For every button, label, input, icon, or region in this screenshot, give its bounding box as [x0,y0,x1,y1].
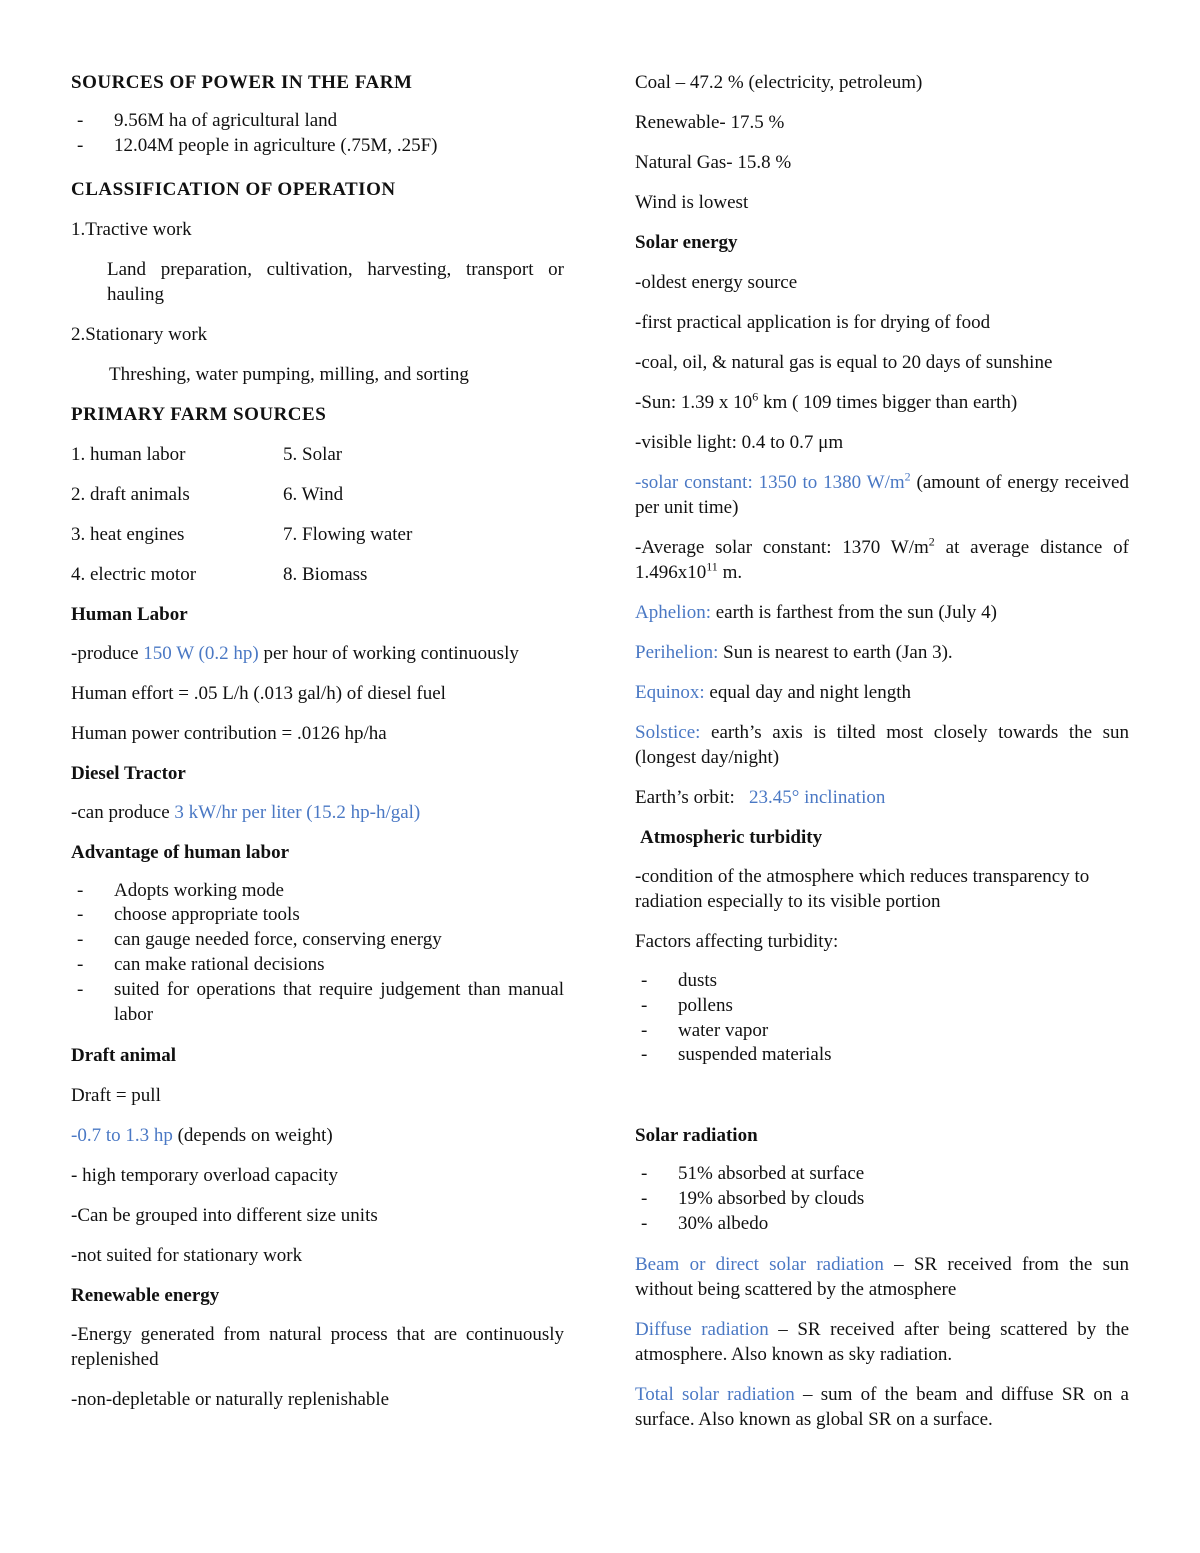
heading-renewable: Renewable energy [71,1285,220,1307]
source-item: 3. heat engines [71,523,185,545]
text: -Sun: 1.39 x 10 [635,392,753,413]
intro-list [71,109,564,159]
highlight: 3 kW/hr per liter (15.2 hp-h/gal) [174,801,421,823]
heading-advantage: Advantage of human labor [71,841,289,863]
text: km ( 109 times bigger than earth) [758,392,1018,413]
heading-classification: CLASSIFICATION OF OPERATION [71,178,396,200]
list-item: - 30% albedo [635,1212,1129,1237]
stationary-label: 2.Stationary work [71,323,208,345]
turbidity-def: -condition of the atmosphere which reduces transparency to radiation especially to its visible portion [635,866,1090,912]
renewable-non: -non-depletable or naturally replenishable [71,1389,390,1411]
text: -Average solar constant: 1370 W/m [635,537,929,558]
factors-list [635,969,1129,1068]
diesel-produce [71,800,564,825]
tractive-label: 1.Tractive work [71,218,192,240]
text: (depends on weight) [172,1125,333,1147]
list-item: - suited for operations that require judgement than manual labor [71,978,564,1028]
highlight: 0.7 to 1.3 hp [77,1125,173,1147]
heading-solar-energy: Solar energy [635,232,738,253]
human-produce [71,641,564,666]
solar-oldest: -oldest energy source [635,272,798,293]
source-item: 2. draft animals [71,483,190,505]
text: – sum of the beam and diffuse SR on a surface. Also known as global SR on a surface. [635,1383,1129,1430]
list-item: - choose appropriate tools [71,903,564,928]
source-item: 8. Biomass [283,563,368,585]
primary-sources-grid [71,442,564,587]
superscript: 2 [904,469,911,484]
highlight-dash: - [71,1125,78,1147]
list-item: - 12.04M people in agriculture (.75M, .25F) [71,134,564,159]
text: – SR received from the sun without being scattered by the atmosphere [635,1253,1130,1300]
list-item: - Adopts working mode [71,879,564,904]
average-solar-constant [635,535,1129,585]
solstice [635,720,1129,770]
text: – SR received after being scattered by the atmosphere. Also known as sky radiation. [635,1318,1130,1365]
text: -produce [71,642,144,664]
heading-diesel-tractor: Diesel Tractor [71,762,186,784]
superscript: 6 [752,389,759,404]
term: Equinox: [635,682,705,703]
total-radiation [635,1382,1129,1432]
spacer [635,1083,1129,1123]
highlight: -solar constant: 1350 to 1380 W/m [635,472,905,493]
superscript: 11 [706,559,718,574]
radiation-list [635,1162,1129,1236]
text: m. [717,562,743,583]
text: Sun is nearest to earth (Jan 3). [718,642,953,663]
renewable-def: -Energy generated from natural process that are continuously replenished [71,1324,564,1371]
text: per hour of working continuously [258,642,519,664]
renewable-share: Renewable- 17.5 % [635,112,785,133]
left-column [71,70,564,1427]
heading-primary-sources: PRIMARY FARM SOURCES [71,403,327,425]
term: Diffuse radiation [635,1318,769,1340]
draft-not-suited: -not suited for stationary work [71,1245,303,1267]
sun-size [635,390,1129,415]
highlight: 150 W (0.2 hp) [143,642,259,664]
text: earth is farthest from the sun (July 4) [711,602,997,623]
factors-label: Factors affecting turbidity: [635,931,839,952]
list-item: - suspended materials [635,1043,1129,1068]
text: Earth’s orbit: [635,787,749,808]
draft-overload: - high temporary overload capacity [71,1165,338,1187]
solar-coal-oil: -coal, oil, & natural gas is equal to 20 days of sunshine [635,352,1053,373]
heading-atmospheric-turbidity: Atmospheric turbidity [640,827,823,848]
advantage-list [71,879,564,1028]
text: at average distance of 1.496x10 [635,537,1129,583]
draft-def: Draft = pull [71,1085,161,1107]
term: Solstice: [635,722,701,743]
term: Beam or direct solar radiation [635,1253,884,1275]
list-item: - can make rational decisions [71,953,564,978]
list-item: - water vapor [635,1019,1129,1044]
human-effort: Human effort = .05 L/h (.013 gal/h) of diesel fuel [71,682,446,704]
draft-hp [71,1123,564,1148]
solar-first-app: -first practical application is for drying of food [635,312,991,333]
text: (amount of energy received per unit time) [635,472,1129,518]
text: equal day and night length [704,682,911,703]
list-item: - dusts [635,969,1129,994]
visible-light: -visible light: 0.4 to 0.7 μm [635,432,844,453]
term: Perihelion: [635,642,719,663]
coal-share: Coal – 47.2 % (electricity, petroleum) [635,72,923,93]
perihelion [635,640,1129,665]
right-column [635,70,1129,1447]
source-item: 7. Flowing water [283,523,413,545]
list-item: - 51% absorbed at surface [635,1162,1129,1187]
term: Aphelion: [635,602,711,623]
source-item: 1. human labor [71,443,186,465]
tractive-desc: Land preparation, cultivation, harvesting, transport or hauling [107,258,564,305]
wind-note: Wind is lowest [635,192,749,213]
list-item: - pollens [635,994,1129,1019]
source-item: 4. electric motor [71,563,197,585]
natural-gas-share: Natural Gas- 15.8 % [635,152,792,173]
term: Total solar radiation [635,1383,795,1405]
solar-constant [635,470,1129,520]
aphelion [635,600,1129,625]
highlight: 23.45° inclination [748,787,886,808]
heading-solar-radiation: Solar radiation [635,1125,758,1147]
heading-draft-animal: Draft animal [71,1045,177,1067]
title-sources-of-power: SOURCES OF POWER IN THE FARM [71,72,413,93]
superscript: 2 [928,534,935,549]
equinox [635,680,1129,705]
list-item: - 9.56M ha of agricultural land [71,109,564,134]
draft-grouped: -Can be grouped into different size units [71,1205,378,1227]
human-power: Human power contribution = .0126 hp/ha [71,722,387,744]
source-item: 5. Solar [283,443,343,465]
diffuse-radiation [635,1317,1129,1367]
stationary-desc: Threshing, water pumping, milling, and sorting [109,363,469,385]
source-item: 6. Wind [283,483,344,505]
text: earth’s axis is tilted most closely towards the sun (longest day/night) [635,722,1129,768]
earth-orbit [635,785,1129,810]
text: -can produce [71,801,175,823]
heading-human-labor: Human Labor [71,603,188,625]
beam-radiation [635,1252,1129,1302]
list-item: - can gauge needed force, conserving energy [71,928,564,953]
list-item: - 19% absorbed by clouds [635,1187,1129,1212]
